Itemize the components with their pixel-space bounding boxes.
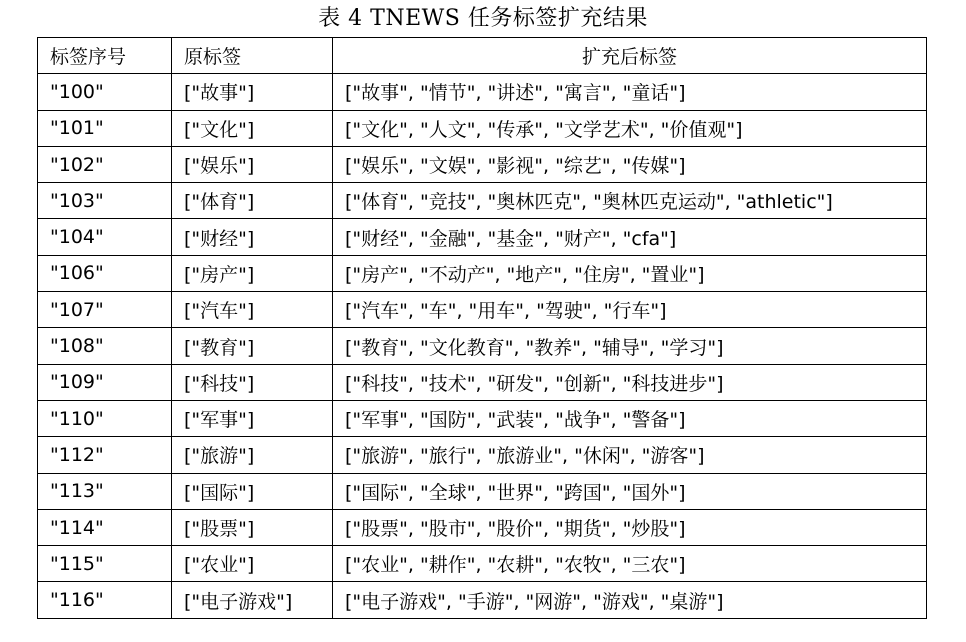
expanded-labels-cell: ["故事", "情节", "讲述", "寓言", "童话"]	[333, 74, 927, 110]
table-row	[38, 437, 927, 473]
expanded-labels-cell: ["农业", "耕作", "农耕", "农牧", "三农"]	[333, 546, 927, 582]
label-id-cell: "107"	[38, 292, 172, 328]
expanded-labels-cell: ["娱乐", "文娱", "影视", "综艺", "传媒"]	[333, 146, 927, 182]
expanded-labels-cell: ["科技", "技术", "研发", "创新", "科技进步"]	[333, 364, 927, 400]
original-label-cell: ["文化"]	[172, 110, 333, 146]
table-row	[38, 473, 927, 509]
label-id-cell: "104"	[38, 219, 172, 255]
original-label-cell: ["娱乐"]	[172, 146, 333, 182]
original-label-cell: ["农业"]	[172, 546, 333, 582]
expanded-labels-cell: ["房产", "不动产", "地产", "住房", "置业"]	[333, 255, 927, 291]
header-expanded-labels: 扩充后标签	[333, 38, 927, 74]
expanded-labels-cell: ["股票", "股市", "股价", "期货", "炒股"]	[333, 509, 927, 545]
original-label-cell: ["房产"]	[172, 255, 333, 291]
table-row	[38, 110, 927, 146]
table-row	[38, 364, 927, 400]
original-label-cell: ["故事"]	[172, 74, 333, 110]
label-id-cell: "102"	[38, 146, 172, 182]
expanded-labels-cell: ["财经", "金融", "基金", "财产", "cfa"]	[333, 219, 927, 255]
original-label-cell: ["科技"]	[172, 364, 333, 400]
label-expansion-table	[37, 37, 927, 619]
table-row	[38, 74, 927, 110]
label-id-cell: "114"	[38, 509, 172, 545]
table-row	[38, 328, 927, 364]
expanded-labels-cell: ["军事", "国防", "武装", "战争", "警备"]	[333, 400, 927, 436]
table-row	[38, 400, 927, 436]
original-label-cell: ["军事"]	[172, 400, 333, 436]
table-row	[38, 219, 927, 255]
table-row	[38, 509, 927, 545]
header-label-id: 标签序号	[38, 38, 172, 74]
original-label-cell: ["旅游"]	[172, 437, 333, 473]
table-row	[38, 146, 927, 182]
original-label-cell: ["财经"]	[172, 219, 333, 255]
table-row	[38, 183, 927, 219]
expanded-labels-cell: ["旅游", "旅行", "旅游业", "休闲", "游客"]	[333, 437, 927, 473]
expanded-labels-cell: ["汽车", "车", "用车", "驾驶", "行车"]	[333, 292, 927, 328]
label-id-cell: "108"	[38, 328, 172, 364]
original-label-cell: ["教育"]	[172, 328, 333, 364]
original-label-cell: ["国际"]	[172, 473, 333, 509]
table-header-row	[38, 38, 927, 74]
label-id-cell: "101"	[38, 110, 172, 146]
label-id-cell: "110"	[38, 400, 172, 436]
original-label-cell: ["汽车"]	[172, 292, 333, 328]
label-id-cell: "103"	[38, 183, 172, 219]
table-row	[38, 255, 927, 291]
original-label-cell: ["股票"]	[172, 509, 333, 545]
original-label-cell: ["体育"]	[172, 183, 333, 219]
label-id-cell: "109"	[38, 364, 172, 400]
label-id-cell: "112"	[38, 437, 172, 473]
expanded-labels-cell: ["教育", "文化教育", "教养", "辅导", "学习"]	[333, 328, 927, 364]
table-row	[38, 582, 927, 618]
expanded-labels-cell: ["电子游戏", "手游", "网游", "游戏", "桌游"]	[333, 582, 927, 618]
table-row	[38, 546, 927, 582]
table-row	[38, 292, 927, 328]
original-label-cell: ["电子游戏"]	[172, 582, 333, 618]
expanded-labels-cell: ["文化", "人文", "传承", "文学艺术", "价值观"]	[333, 110, 927, 146]
label-id-cell: "116"	[38, 582, 172, 618]
table-caption: 表 4 TNEWS 任务标签扩充结果	[318, 6, 648, 31]
expanded-labels-cell: ["国际", "全球", "世界", "跨国", "国外"]	[333, 473, 927, 509]
label-id-cell: "106"	[38, 255, 172, 291]
label-id-cell: "113"	[38, 473, 172, 509]
header-original-label: 原标签	[172, 38, 333, 74]
label-id-cell: "115"	[38, 546, 172, 582]
expanded-labels-cell: ["体育", "竞技", "奥林匹克", "奥林匹克运动", "athletic"]	[333, 183, 927, 219]
label-id-cell: "100"	[38, 74, 172, 110]
